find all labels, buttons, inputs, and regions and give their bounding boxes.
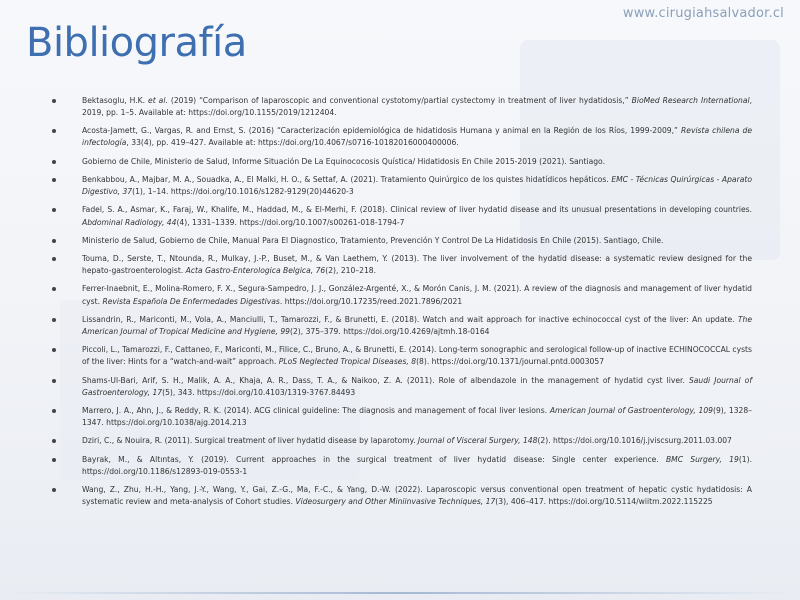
reference-italic: Videosurgery and Other Miniinvasive Techniques, 17 — [295, 497, 496, 507]
reference-text — [82, 376, 752, 397]
reference-part: Wang, Z., Zhu, H.-H., Yang, J.-Y., Wang, Y., Gai, Z.-G., Ma, F.-C., & Yang, D.-W. (2022). Laparoscopic versus conventional open treatment of hepatic cystic hydatidosis: A systematic review and meta-analysis of Cohort studies. — [82, 484, 752, 507]
footer-divider — [0, 592, 800, 594]
reference-item — [52, 253, 752, 277]
reference-item — [52, 435, 752, 447]
reference-italic: Journal of Visceral Surgery, 148 — [417, 436, 538, 446]
reference-part: Dziri, C., & Nouira, R. (2011). Surgical treatment of liver hydatid disease by laparotomy. — [82, 436, 418, 446]
reference-text — [82, 175, 752, 196]
reference-italic: EMC - Técnicas Quirúrgicas - Aparato Digestivo, 37 — [82, 175, 752, 197]
reference-italic: Revista Española De Enfermedades Digestivas — [102, 296, 280, 306]
reference-part: (2). https://doi.org/10.1016/j.jviscsurg.2011.03.007 — [537, 436, 732, 446]
reference-part: (1), 1–14. https://doi.org/10.1016/s1282-9129(20)44620-3 — [132, 187, 354, 197]
reference-part: Gobierno de Chile, Ministerio de Salud, Informe Situación De La Equinococosis Quística/ Hidatidosis En Chile 2015-2019 (2021). Santiago. — [82, 156, 605, 166]
reference-italic: Acta Gastro-Enterologica Belgica, 76 — [185, 266, 326, 276]
reference-italic: Saudi Journal of Gastroenterology, 17 — [82, 375, 753, 397]
reference-italic: et al. — [148, 96, 168, 105]
bullet-icon — [52, 287, 56, 291]
reference-text — [82, 455, 752, 476]
reference-item — [52, 95, 752, 119]
reference-text — [82, 205, 752, 226]
reference-part: (2019) “Comparison of laparoscopic and conventional cystotomy/partial cystectomy in treatment of liver hydatidosis,” — [167, 96, 632, 105]
reference-part: (1). https://doi.org/10.1186/s12893-019-0553-1 — [82, 454, 752, 476]
reference-item — [52, 156, 752, 168]
reference-italic: American Journal of Gastroenterology, 109 — [549, 405, 713, 415]
reference-part: (2), 375–379. https://doi.org/10.4269/ajtmh.18-0164 — [290, 326, 490, 336]
reference-text — [82, 345, 752, 366]
reference-part: Benkabbou, A., Majbar, M. A., Souadka, A., El Malki, H. O., & Settaf, A. (2021). Tratamiento Quirúrgico de los quistes hidatídicos hepáticos. — [82, 175, 612, 185]
reference-part: Ferrer-Inaebnit, E., Molina-Romero, F. X., Segura-Sampedro, J. J., González-Argenté, X., & Morón Canis, J. M. (2021). A review of the diagnosis and management of liver hydatid cyst. — [82, 284, 752, 306]
reference-text — [82, 96, 752, 117]
reference-part: . https://doi.org/10.17235/reed.2021.7896/2021 — [279, 296, 463, 306]
reference-part: (5), 343. https://doi.org/10.4103/1319-3767.84493 — [162, 387, 356, 397]
bullet-icon — [52, 99, 56, 103]
reference-text — [82, 284, 752, 305]
reference-part: Marrero, J. A., Ahn, J., & Reddy, R. K. (2014). ACG clinical guideline: The diagnosis and management of focal liver lesions. — [82, 405, 550, 415]
reference-part: , 33(4), pp. 419–427. Available at: https://doi.org/10.4067/s0716-10182016000400006. — [126, 138, 459, 148]
bullet-icon — [52, 318, 56, 322]
reference-part: Bayrak, M., & Altıntas, Y. (2019). Current approaches in the surgical treatment of liver hydatid disease: Single center experience. — [82, 454, 666, 464]
bullet-icon — [52, 257, 56, 261]
bullet-icon — [52, 439, 56, 443]
reference-part: Fadel, S. A., Asmar, K., Faraj, W., Khalife, M., Haddad, M., & El-Merhi, F. (2018). Clinical review of liver hydatid disease and its unusual presentations in developing countries. — [82, 205, 752, 215]
reference-list — [52, 95, 752, 514]
reference-part: (8). https://doi.org/10.1371/journal.pntd.0003057 — [416, 357, 605, 367]
bullet-icon — [52, 129, 56, 133]
reference-text — [82, 436, 732, 445]
reference-part: (9), 1328–1347. https://doi.org/10.1038/ajg.2014.213 — [82, 405, 752, 428]
reference-italic: BMC Surgery, 19 — [665, 454, 739, 464]
reference-part: Lissandrin, R., Mariconti, M., Vola, A., Manciulli, T., Tamarozzi, F., & Brunetti, E. (2018). Watch and wait approach for inactive echinococcal cyst of the liver: An update. — [82, 314, 738, 324]
reference-part: Touma, D., Serste, T., Ntounda, R., Mulkay, J.-P., Buset, M., & Van Laethem, Y. (2013). The liver involvement of the hydatid disease: a systematic review designed for the hepato-gastroenterologist. — [82, 254, 752, 276]
reference-text — [82, 406, 752, 427]
reference-part: Ministerio de Salud, Gobierno de Chile, Manual Para El Diagnostico, Tratamiento, Prevención Y Control De La Hidatidosis En Chile (2015). Santiago, Chile. — [82, 235, 664, 245]
page-title: Bibliografía — [26, 20, 247, 66]
bullet-icon — [52, 488, 56, 492]
reference-text — [82, 236, 663, 245]
reference-item — [52, 235, 752, 247]
reference-item — [52, 283, 752, 307]
reference-item — [52, 484, 752, 508]
reference-italic: The American Journal of Tropical Medicine and Hygiene, 99 — [82, 314, 752, 336]
reference-item — [52, 314, 752, 338]
reference-item — [52, 174, 752, 198]
reference-italic: BioMed Research International — [631, 96, 750, 105]
bullet-icon — [52, 348, 56, 352]
reference-text — [82, 315, 752, 336]
bullet-icon — [52, 409, 56, 413]
reference-item — [52, 454, 752, 478]
reference-item — [52, 204, 752, 228]
reference-part: Bektasoglu, H.K. — [82, 96, 149, 105]
bullet-icon — [52, 178, 56, 182]
reference-item — [52, 125, 752, 149]
reference-text — [82, 254, 752, 275]
bullet-icon — [52, 239, 56, 243]
reference-part: Acosta-Jamett, G., Vargas, R. and Ernst, S. (2016) “Caracterización epidemiológica de hidatidosis Humana y animal en la Región de los Ríos, 1999-2009,” — [82, 126, 681, 136]
bullet-icon — [52, 208, 56, 212]
reference-item — [52, 405, 752, 429]
reference-part: Shams-Ul-Bari, Arif, S. H., Malik, A. A., Khaja, A. R., Dass, T. A., & Naikoo, Z. A. (2011). Role of albendazole in the management of hydatid cyst liver. — [82, 375, 689, 385]
bullet-icon — [52, 458, 56, 462]
reference-part: (4), 1331–1339. https://doi.org/10.1007/s00261-018-1794-7 — [176, 217, 405, 227]
reference-item — [52, 375, 752, 399]
reference-part: Piccoli, L., Tamarozzi, F., Cattaneo, F., Mariconti, M., Filice, C., Bruno, A., & Brunetti, E. (2014). Long-term sonographic and serological follow-up of inactive ECHINOCOCCAL cysts of the liver: Hints for a “watch-and-wait” approach. — [82, 345, 752, 367]
reference-italic: Abdominal Radiology, 44 — [82, 217, 177, 227]
reference-part: (2), 210–218. — [325, 266, 377, 276]
reference-item — [52, 344, 752, 368]
reference-text — [82, 485, 752, 506]
reference-italic: PLoS Neglected Tropical Diseases, 8 — [278, 357, 417, 367]
reference-text — [82, 157, 605, 166]
site-url: www.cirugiahsalvador.cl — [622, 6, 784, 21]
reference-italic: Revista chilena de infectología — [82, 126, 752, 148]
bullet-icon — [52, 160, 56, 164]
reference-text — [82, 126, 752, 147]
reference-part: , 2019, pp. 1–5. Available at: https://doi.org/10.1155/2019/1212404. — [82, 96, 753, 118]
reference-part: (3), 406–417. https://doi.org/10.5114/wiitm.2022.115225 — [495, 497, 713, 507]
bullet-icon — [52, 379, 56, 383]
